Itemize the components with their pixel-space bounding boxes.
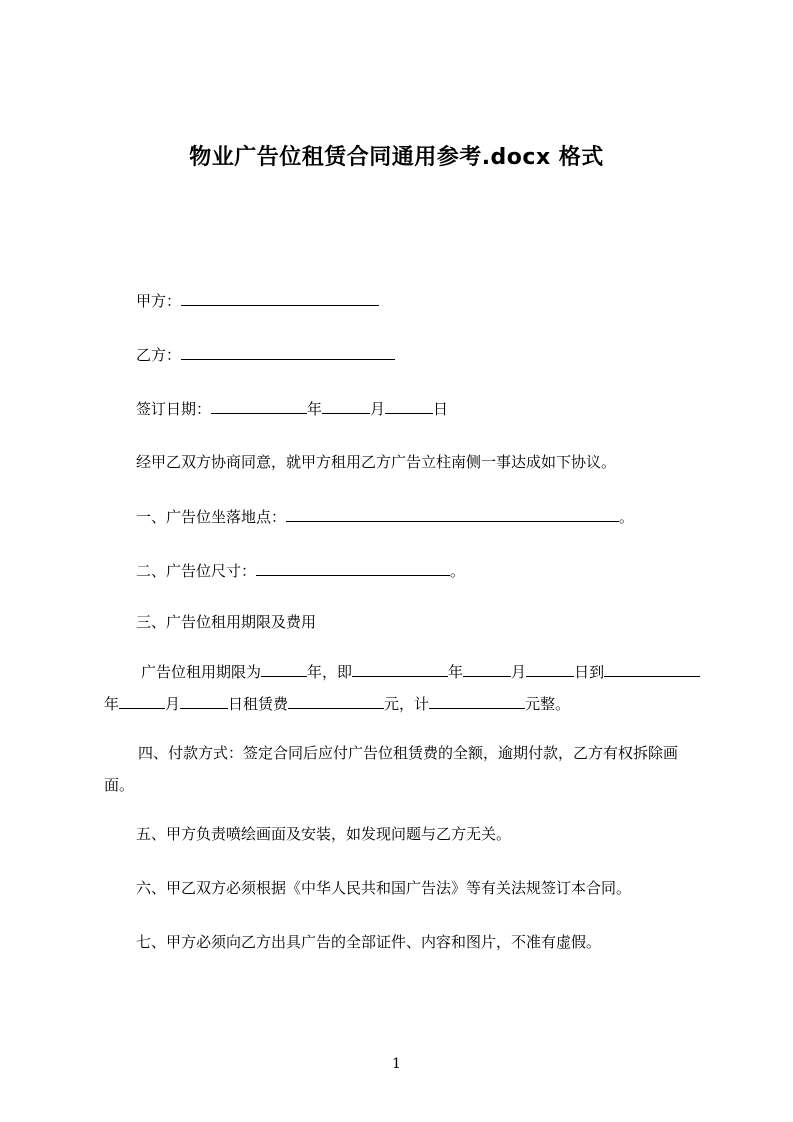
clause-1-blank — [286, 506, 619, 522]
party-b-blank — [181, 344, 395, 360]
document-title: 物业广告位租赁合同通用参考.docx 格式 — [189, 145, 604, 170]
clause-2-blank — [256, 560, 450, 576]
date-year-label: 年 — [307, 400, 323, 418]
start-year-blank — [352, 661, 448, 677]
date-month-blank — [322, 398, 370, 414]
signing-date-line — [136, 398, 448, 419]
end-year-blank-part-1 — [604, 661, 684, 677]
clause-3-text-7: 月 — [165, 695, 181, 713]
clause-3-text-9: 元，计 — [384, 695, 430, 713]
clause-1-location — [136, 506, 634, 527]
party-b-line — [136, 344, 395, 365]
clause-6: 六、甲乙双方必须根据《中华人民共和国广告法》等有关法规签订本合同。 — [136, 879, 632, 897]
end-year-blank-part-2 — [684, 661, 700, 677]
party-a-label: 甲方： — [136, 292, 182, 310]
term-years-blank — [261, 661, 307, 677]
clause-3-text-8: 日租赁费 — [228, 695, 289, 713]
clause-3-heading: 三、广告位租用期限及费用 — [136, 613, 317, 631]
clause-4-payment: 四、付款方式：签定合同后应付广告位租赁费的全额，逾期付款，乙方有权拆除画面。 — [104, 744, 679, 794]
clause-2-end: 。 — [450, 562, 466, 580]
start-day-blank — [526, 661, 574, 677]
end-month-blank — [119, 693, 165, 709]
clause-1-end: 。 — [619, 508, 635, 526]
date-year-blank — [211, 398, 307, 414]
clause-3-text-5: 日到 — [574, 663, 605, 681]
clause-3-text-6: 年 — [104, 695, 120, 713]
clause-2-label: 二、广告位尺寸： — [136, 562, 257, 580]
clause-7: 七、甲方必须向乙方出具广告的全部证件、内容和图片，不准有虚假。 — [136, 933, 602, 951]
clause-2-size — [136, 560, 465, 581]
intro-paragraph: 经甲乙双方协商同意，就甲方租用乙方广告立柱南侧一事达成如下协议。 — [136, 453, 617, 471]
daily-fee-blank — [288, 693, 384, 709]
clause-3-text-4: 月 — [511, 663, 527, 681]
start-month-blank — [463, 661, 511, 677]
signing-date-label: 签订日期： — [136, 400, 212, 418]
party-a-line — [136, 290, 379, 311]
clause-3-text-2: 年，即 — [307, 663, 353, 681]
page-number: 1 — [392, 1056, 401, 1072]
party-a-blank — [181, 290, 379, 306]
total-fee-blank — [429, 693, 525, 709]
clause-3-text-3: 年 — [448, 663, 464, 681]
clause-3-text-1: 广告位租用期限为 — [141, 663, 262, 681]
date-day-label: 日 — [433, 400, 449, 418]
end-day-blank — [180, 693, 228, 709]
clause-3-body — [104, 656, 704, 720]
clause-1-label: 一、广告位坐落地点： — [136, 508, 287, 526]
clause-5: 五、甲方负责喷绘画面及安装，如发现问题与乙方无关。 — [136, 825, 512, 843]
date-month-label: 月 — [370, 400, 386, 418]
clause-3-text-10: 元整。 — [525, 695, 571, 713]
party-b-label: 乙方： — [136, 346, 182, 364]
date-day-blank — [385, 398, 433, 414]
